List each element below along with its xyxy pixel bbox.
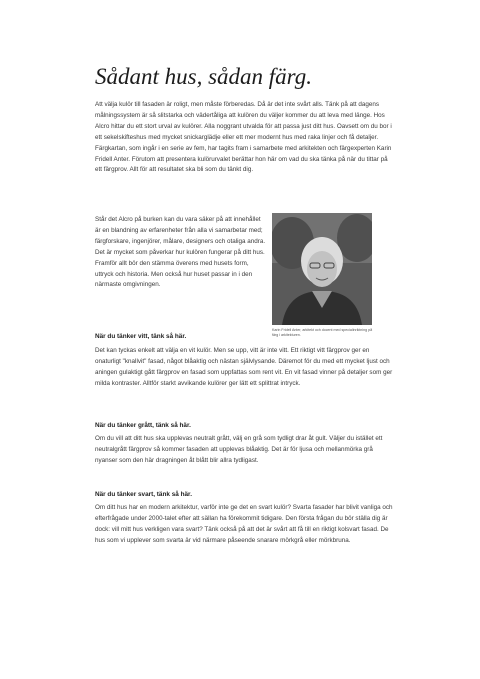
portrait-photo: [272, 213, 372, 325]
portrait-photo-graphic: [272, 213, 372, 325]
photo-caption: Karin Fridell Anter, arkitekt och docent med specialinriktning på färg i arkitekturen.: [272, 328, 373, 337]
intro-paragraph: Att välja kulör till fasaden är roligt, men måste förberedas. Då är det inte svårt alls. Tänk på att dagens målningssystem är så slitstarka och vädertåliga att kulören du väljer kommer du att leva med länge. Hos Alcro hittar du ett stort urval av kulörer. Alla noggrant utvalda för att passa just ditt hus. Oavsett om du bor i ett sekelskifteshus med mycket snickarglädje eller ett mer modernt hus med raka linjer och få detaljer. Färgkartan, som ingår i en serie av fem, har tagits fram i samarbete med arkitekten och färgexperten Karin Fridell Anter. Förutom att presentera kulörurvalet berättar hon här om vad du ska tänka på när du tittar på ett färgprov. Allt för att resultatet ska bli som du tänkt dig.: [95, 101, 392, 174]
second-paragraph: Står det Alcro på burken kan du vara säker på att innehållet är en blandning av erfarenheter från alla vi samarbetar med; färgforskare, ingenjörer, målare, designers och otaliga andra. Det är mycket som påverkar hur kulören fungerar på ditt hus. Framför allt bör den stämma överens med husets form, uttryck och historia. Men också hur huset passar in i den närmaste omgivningen.: [95, 216, 266, 289]
section-body-white: Det kan tyckas enkelt att välja en vit kulör. Men se upp, vitt är inte vitt. Ett riktigt vitt färgprov ger en onaturligt "knallvit" fasad, något blåaktig och nästan självlysande. Däremot för du med ett mycket ljust och aningen gulaktigt gått färgprov en fasad som uppfattas som rent vit. En vit fasad vinner på detaljer som ger milda kontraster. Alltför starkt avvikande kulörer ger lätt ett splittrat intryck.: [95, 347, 393, 387]
section-heading-black: När du tänker svart, tänk så här.: [95, 491, 192, 498]
section-body-grey: Om du vill att ditt hus ska upplevas neutralt grått, välj en grå som tydligt drar åt gult. Väljer du istället ett neutralgrått färgprov så kommer fasaden att upplevas blåaktig. Det är för ljusa och mellanmörka grå nyanser som den här dragningen åt blått blir allra tydligast.: [95, 435, 383, 464]
section-heading-grey: När du tänker grått, tänk så här.: [95, 422, 191, 429]
section-heading-white: När du tänker vitt, tänk så här.: [95, 333, 187, 340]
page-title: Sådant hus, sådan färg.: [95, 64, 313, 89]
section-body-black: Om ditt hus har en modern arkitektur, varför inte ge det en svart kulör? Svarta fasader har blivit vanliga och efterfrågade under 2000-talet efter att sällan ha förekommit tidigare. Den första frågan du bör ställa dig är dock: vill mitt hus verkligen vara svart? Tänk också på att det är svårt att få till en riktigt kolsvart fasad. De hus som vi upplever som svarta är vid närmare påseende snarare mörkgrå eller mörkbruna.: [95, 504, 393, 544]
